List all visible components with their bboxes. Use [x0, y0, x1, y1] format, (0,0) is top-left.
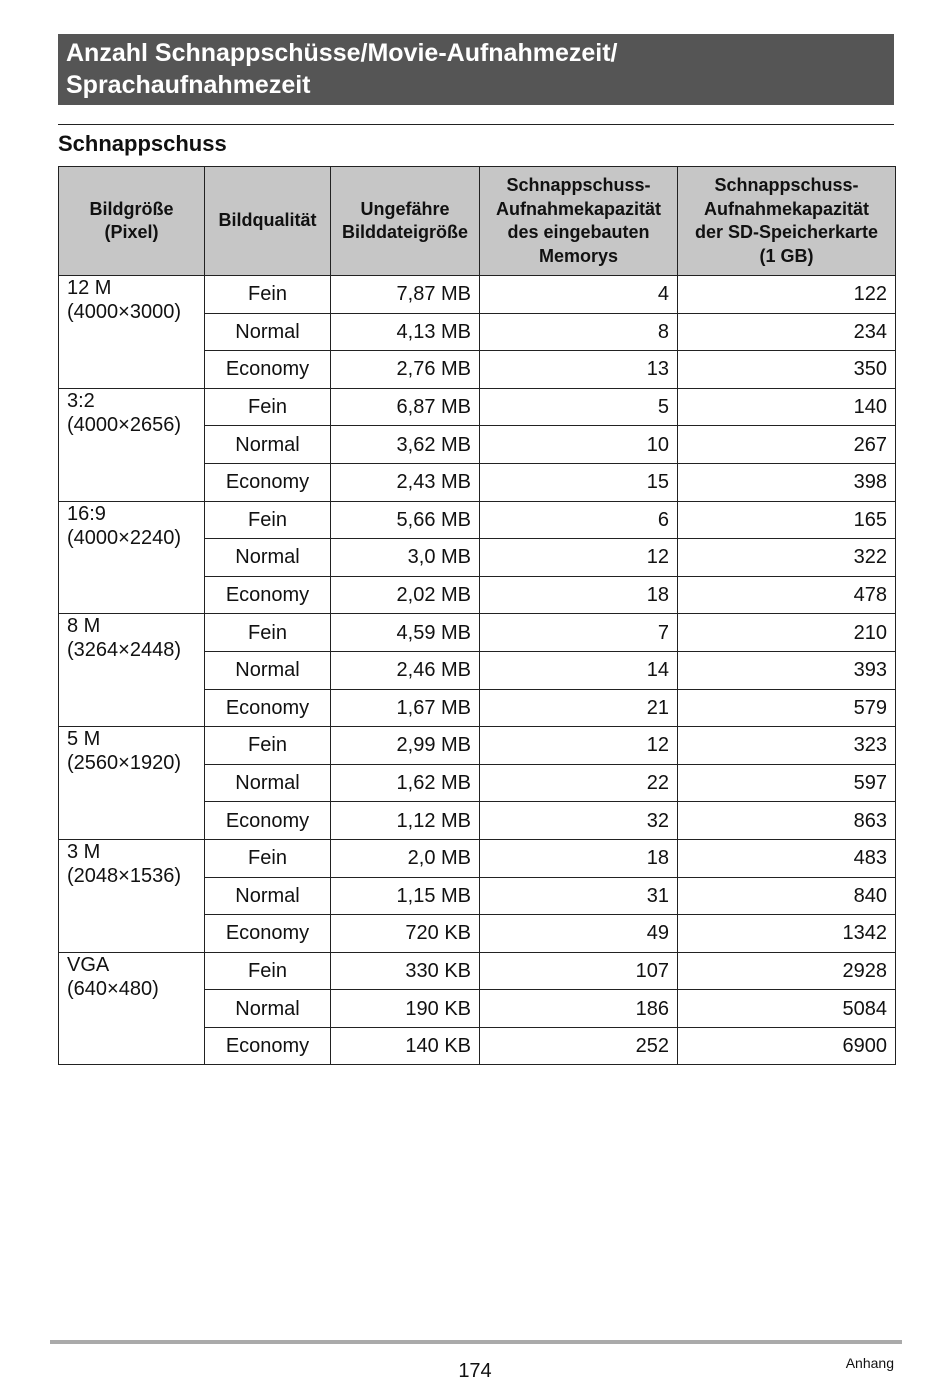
file-size-cell: 190 KB [331, 990, 480, 1028]
page-title [58, 34, 894, 105]
file-size-cell: 2,76 MB [331, 351, 480, 389]
quality-cell: Normal [205, 539, 331, 577]
quality-cell: Economy [205, 689, 331, 727]
quality-cell: Fein [205, 388, 331, 426]
quality-cell: Fein [205, 839, 331, 877]
title-divider [58, 124, 894, 125]
internal-capacity-cell: 7 [480, 614, 678, 652]
capacity-table [58, 166, 896, 1065]
internal-capacity-cell: 49 [480, 915, 678, 953]
table-header-row [59, 167, 896, 276]
image-pixels-label: (3264×2448) [67, 639, 181, 662]
file-size-cell: 2,0 MB [331, 839, 480, 877]
header-text-line: Bilddateigröße [341, 222, 468, 242]
table-row [59, 839, 896, 877]
header-text-line: des eingebauten [507, 222, 650, 242]
quality-cell: Normal [205, 877, 331, 915]
internal-capacity-cell: 10 [480, 426, 678, 464]
sd-capacity-cell: 579 [678, 689, 896, 727]
sd-capacity-cell: 597 [678, 764, 896, 802]
header-text-line: Aufnahmekapazität [495, 198, 662, 219]
sd-capacity-cell: 2928 [678, 952, 896, 990]
internal-capacity-cell: 12 [480, 727, 678, 765]
internal-capacity-cell: 15 [480, 463, 678, 501]
image-pixels-label: (640×480) [67, 977, 159, 1000]
quality-cell: Fein [205, 501, 331, 539]
quality-cell: Fein [205, 614, 331, 652]
file-size-cell: 720 KB [331, 915, 480, 953]
file-size-cell: 7,87 MB [331, 276, 480, 314]
image-size-label: 8 M [67, 615, 101, 638]
header-text-line: (1 GB) [759, 245, 814, 266]
internal-capacity-cell: 18 [480, 576, 678, 614]
internal-capacity-cell: 4 [480, 276, 678, 314]
image-size-label: 16:9 [67, 502, 106, 525]
image-size-cell [59, 952, 205, 1065]
table-row [59, 727, 896, 765]
sd-capacity-cell: 483 [678, 839, 896, 877]
sd-capacity-cell: 398 [678, 463, 896, 501]
sd-capacity-cell: 323 [678, 727, 896, 765]
file-size-cell: 6,87 MB [331, 388, 480, 426]
file-size-cell: 3,62 MB [331, 426, 480, 464]
chapter-label: Anhang [845, 1355, 894, 1371]
sd-capacity-cell: 5084 [678, 990, 896, 1028]
file-size-cell: 1,12 MB [331, 802, 480, 840]
quality-cell: Economy [205, 802, 331, 840]
quality-cell: Economy [205, 463, 331, 501]
image-size-label: 3 M [67, 840, 101, 863]
file-size-cell: 1,67 MB [331, 689, 480, 727]
internal-capacity-cell: 18 [480, 839, 678, 877]
file-size-cell: 2,46 MB [331, 651, 480, 689]
header-text-line: der SD-Speicherkarte [694, 222, 879, 242]
file-size-cell: 2,99 MB [331, 727, 480, 765]
internal-capacity-cell: 6 [480, 501, 678, 539]
sd-capacity-cell: 140 [678, 388, 896, 426]
header-text-line: Bildqualität [218, 210, 317, 231]
header-text-line: Memorys [538, 245, 619, 266]
quality-cell: Normal [205, 990, 331, 1028]
image-size-cell [59, 501, 205, 614]
sd-capacity-cell: 122 [678, 276, 896, 314]
image-size-cell [59, 276, 205, 389]
internal-capacity-cell: 8 [480, 313, 678, 351]
internal-capacity-cell: 5 [480, 388, 678, 426]
file-size-cell: 1,15 MB [331, 877, 480, 915]
header-text-line: Aufnahmekapazität [703, 198, 870, 219]
quality-cell: Economy [205, 915, 331, 953]
header-image-size [59, 167, 205, 276]
sd-capacity-cell: 478 [678, 576, 896, 614]
image-pixels-label: (4000×2240) [67, 526, 181, 549]
file-size-cell: 2,43 MB [331, 463, 480, 501]
quality-cell: Normal [205, 651, 331, 689]
internal-capacity-cell: 252 [480, 1027, 678, 1065]
internal-capacity-cell: 21 [480, 689, 678, 727]
internal-capacity-cell: 12 [480, 539, 678, 577]
quality-cell: Fein [205, 727, 331, 765]
table-row [59, 614, 896, 652]
image-size-label: 5 M [67, 728, 101, 751]
sd-capacity-cell: 165 [678, 501, 896, 539]
header-text-line: Schnappschuss- [506, 175, 651, 195]
file-size-cell: 5,66 MB [331, 501, 480, 539]
sd-capacity-cell: 840 [678, 877, 896, 915]
image-size-label: 12 M [67, 277, 112, 299]
internal-capacity-cell: 22 [480, 764, 678, 802]
header-text-line: Schnappschuss- [714, 175, 859, 195]
quality-cell: Normal [205, 426, 331, 464]
file-size-cell: 330 KB [331, 952, 480, 990]
file-size-cell: 3,0 MB [331, 539, 480, 577]
page-title-line-1: Anzahl Schnappschüsse/Movie-Aufnahmezeit/ [66, 39, 618, 67]
file-size-cell: 4,59 MB [331, 614, 480, 652]
internal-capacity-cell: 14 [480, 651, 678, 689]
image-size-cell [59, 839, 205, 952]
header-text-line: (Pixel) [104, 222, 159, 242]
file-size-cell: 1,62 MB [331, 764, 480, 802]
header-text-line: Bildgröße [89, 198, 174, 219]
table-body [59, 276, 896, 1065]
internal-capacity-cell: 31 [480, 877, 678, 915]
sd-capacity-cell: 393 [678, 651, 896, 689]
section-title: Schnappschuss [58, 131, 227, 156]
table-row [59, 388, 896, 426]
table-row [59, 276, 896, 314]
table-row [59, 952, 896, 990]
image-pixels-label: (2560×1920) [67, 752, 181, 775]
sd-capacity-cell: 1342 [678, 915, 896, 953]
sd-capacity-cell: 863 [678, 802, 896, 840]
internal-capacity-cell: 186 [480, 990, 678, 1028]
sd-capacity-cell: 322 [678, 539, 896, 577]
sd-capacity-cell: 267 [678, 426, 896, 464]
sd-capacity-cell: 210 [678, 614, 896, 652]
image-pixels-label: (4000×3000) [67, 301, 181, 323]
quality-cell: Normal [205, 764, 331, 802]
quality-cell: Normal [205, 313, 331, 351]
image-pixels-label: (4000×2656) [67, 413, 181, 436]
sd-capacity-cell: 6900 [678, 1027, 896, 1065]
image-size-cell [59, 388, 205, 501]
quality-cell: Fein [205, 952, 331, 990]
quality-cell: Economy [205, 351, 331, 389]
file-size-cell: 4,13 MB [331, 313, 480, 351]
footer-divider [50, 1340, 902, 1344]
header-text-line: Ungefähre [360, 198, 450, 219]
header-quality [205, 167, 331, 276]
header-sd-capacity [678, 167, 896, 276]
file-size-cell: 2,02 MB [331, 576, 480, 614]
image-pixels-label: (2048×1536) [67, 864, 181, 887]
sd-capacity-cell: 234 [678, 313, 896, 351]
page-number: 174 [458, 1360, 492, 1382]
header-internal-capacity [480, 167, 678, 276]
table-row [59, 501, 896, 539]
file-size-cell: 140 KB [331, 1027, 480, 1065]
image-size-cell [59, 614, 205, 727]
quality-cell: Fein [205, 276, 331, 314]
image-size-label: VGA [67, 953, 110, 976]
page-title-line-2: Sprachaufnahmezeit [66, 71, 311, 99]
quality-cell: Economy [205, 576, 331, 614]
sd-capacity-cell: 350 [678, 351, 896, 389]
quality-cell: Economy [205, 1027, 331, 1065]
image-size-cell [59, 727, 205, 840]
internal-capacity-cell: 13 [480, 351, 678, 389]
internal-capacity-cell: 107 [480, 952, 678, 990]
header-file-size [331, 167, 480, 276]
internal-capacity-cell: 32 [480, 802, 678, 840]
image-size-label: 3:2 [67, 389, 95, 412]
